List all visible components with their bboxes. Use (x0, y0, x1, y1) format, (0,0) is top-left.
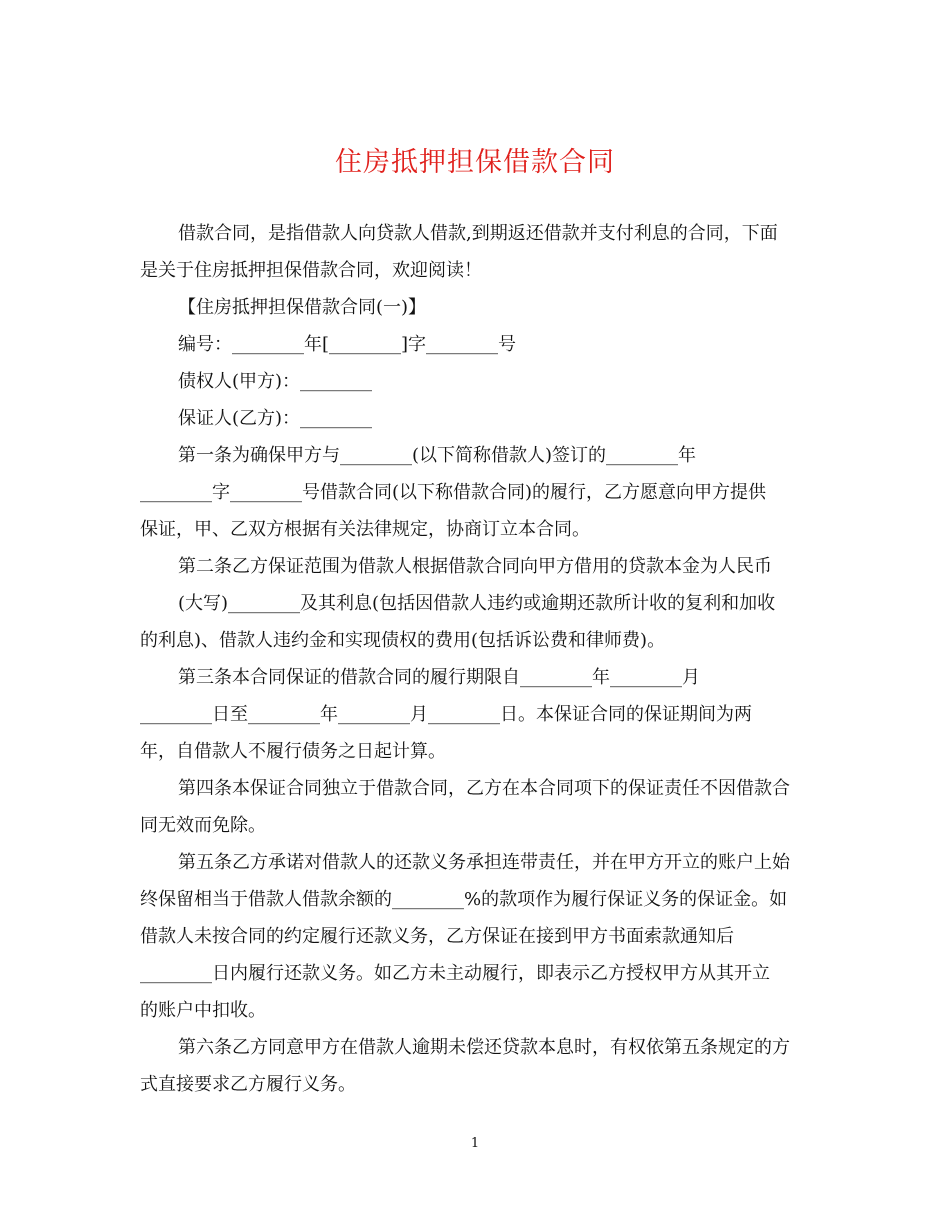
article-3-line-2: ________日至________年________月________日。本保证合同的保证期间为两 (140, 704, 752, 725)
article-6-line-2: 式直接要求乙方履行义务。 (140, 1074, 356, 1095)
document-title: 住房抵押担保借款合同 (335, 147, 615, 178)
intro-line-2: 是关于住房抵押担保借款合同，欢迎阅读！ (140, 260, 482, 281)
article-1-line-1: 第一条为确保甲方与________(以下简称借款人)签订的________年 (178, 445, 697, 466)
article-1-line-3: 保证，甲、乙双方根据有关法律规定，协商订立本合同。 (140, 519, 590, 540)
section-heading: 【住房抵押担保借款合同(一)】 (178, 297, 427, 318)
article-5-line-1: 第五条乙方承诺对借款人的还款义务承担连带责任，并在甲方开立的账户上始 (178, 852, 790, 873)
guarantor-line: 保证人(乙方)：________ (178, 408, 373, 429)
creditor-line: 债权人(甲方)：________ (178, 371, 373, 392)
article-5-line-5: 的账户中扣收。 (140, 1000, 266, 1021)
article-2-line-3: 的利息)、借款人违约金和实现债权的费用(包括诉讼费和律师费)。 (140, 630, 666, 651)
article-2-line-2: (大写)________及其利息(包括因借款人违约或逾期还款所计收的复利和加收 (178, 593, 776, 614)
article-5-line-2: 终保留相当于借款人借款余额的________%的款项作为履行保证义务的保证金。如 (140, 889, 788, 910)
article-5-line-4: ________日内履行还款义务。如乙方未主动履行，即表示乙方授权甲方从其开立 (140, 963, 770, 984)
contract-number-line: 编号：________年[________]字________号 (178, 334, 517, 355)
intro-line-1: 借款合同，是指借款人向贷款人借款,到期返还借款并支付利息的合同，下面 (178, 223, 778, 244)
article-5-line-3: 借款人未按合同的约定履行还款义务，乙方保证在接到甲方书面索款通知后 (140, 926, 734, 947)
article-3-line-1: 第三条本合同保证的借款合同的履行期限自________年________月 (178, 667, 700, 688)
article-1-line-2: ________字________号借款合同(以下称借款合同)的履行，乙方愿意向甲方提供 (140, 482, 767, 503)
page-number: 1 (470, 1136, 480, 1151)
article-3-line-3: 年，自借款人不履行债务之日起计算。 (140, 741, 446, 762)
article-6-line-1: 第六条乙方同意甲方在借款人逾期未偿还贷款本息时，有权依第五条规定的方 (178, 1037, 790, 1058)
article-2-line-1: 第二条乙方保证范围为借款人根据借款合同向甲方借用的贷款本金为人民币 (178, 556, 772, 577)
article-4-line-1: 第四条本保证合同独立于借款合同，乙方在本合同项下的保证责任不因借款合 (178, 778, 790, 799)
article-4-line-2: 同无效而免除。 (140, 815, 266, 836)
